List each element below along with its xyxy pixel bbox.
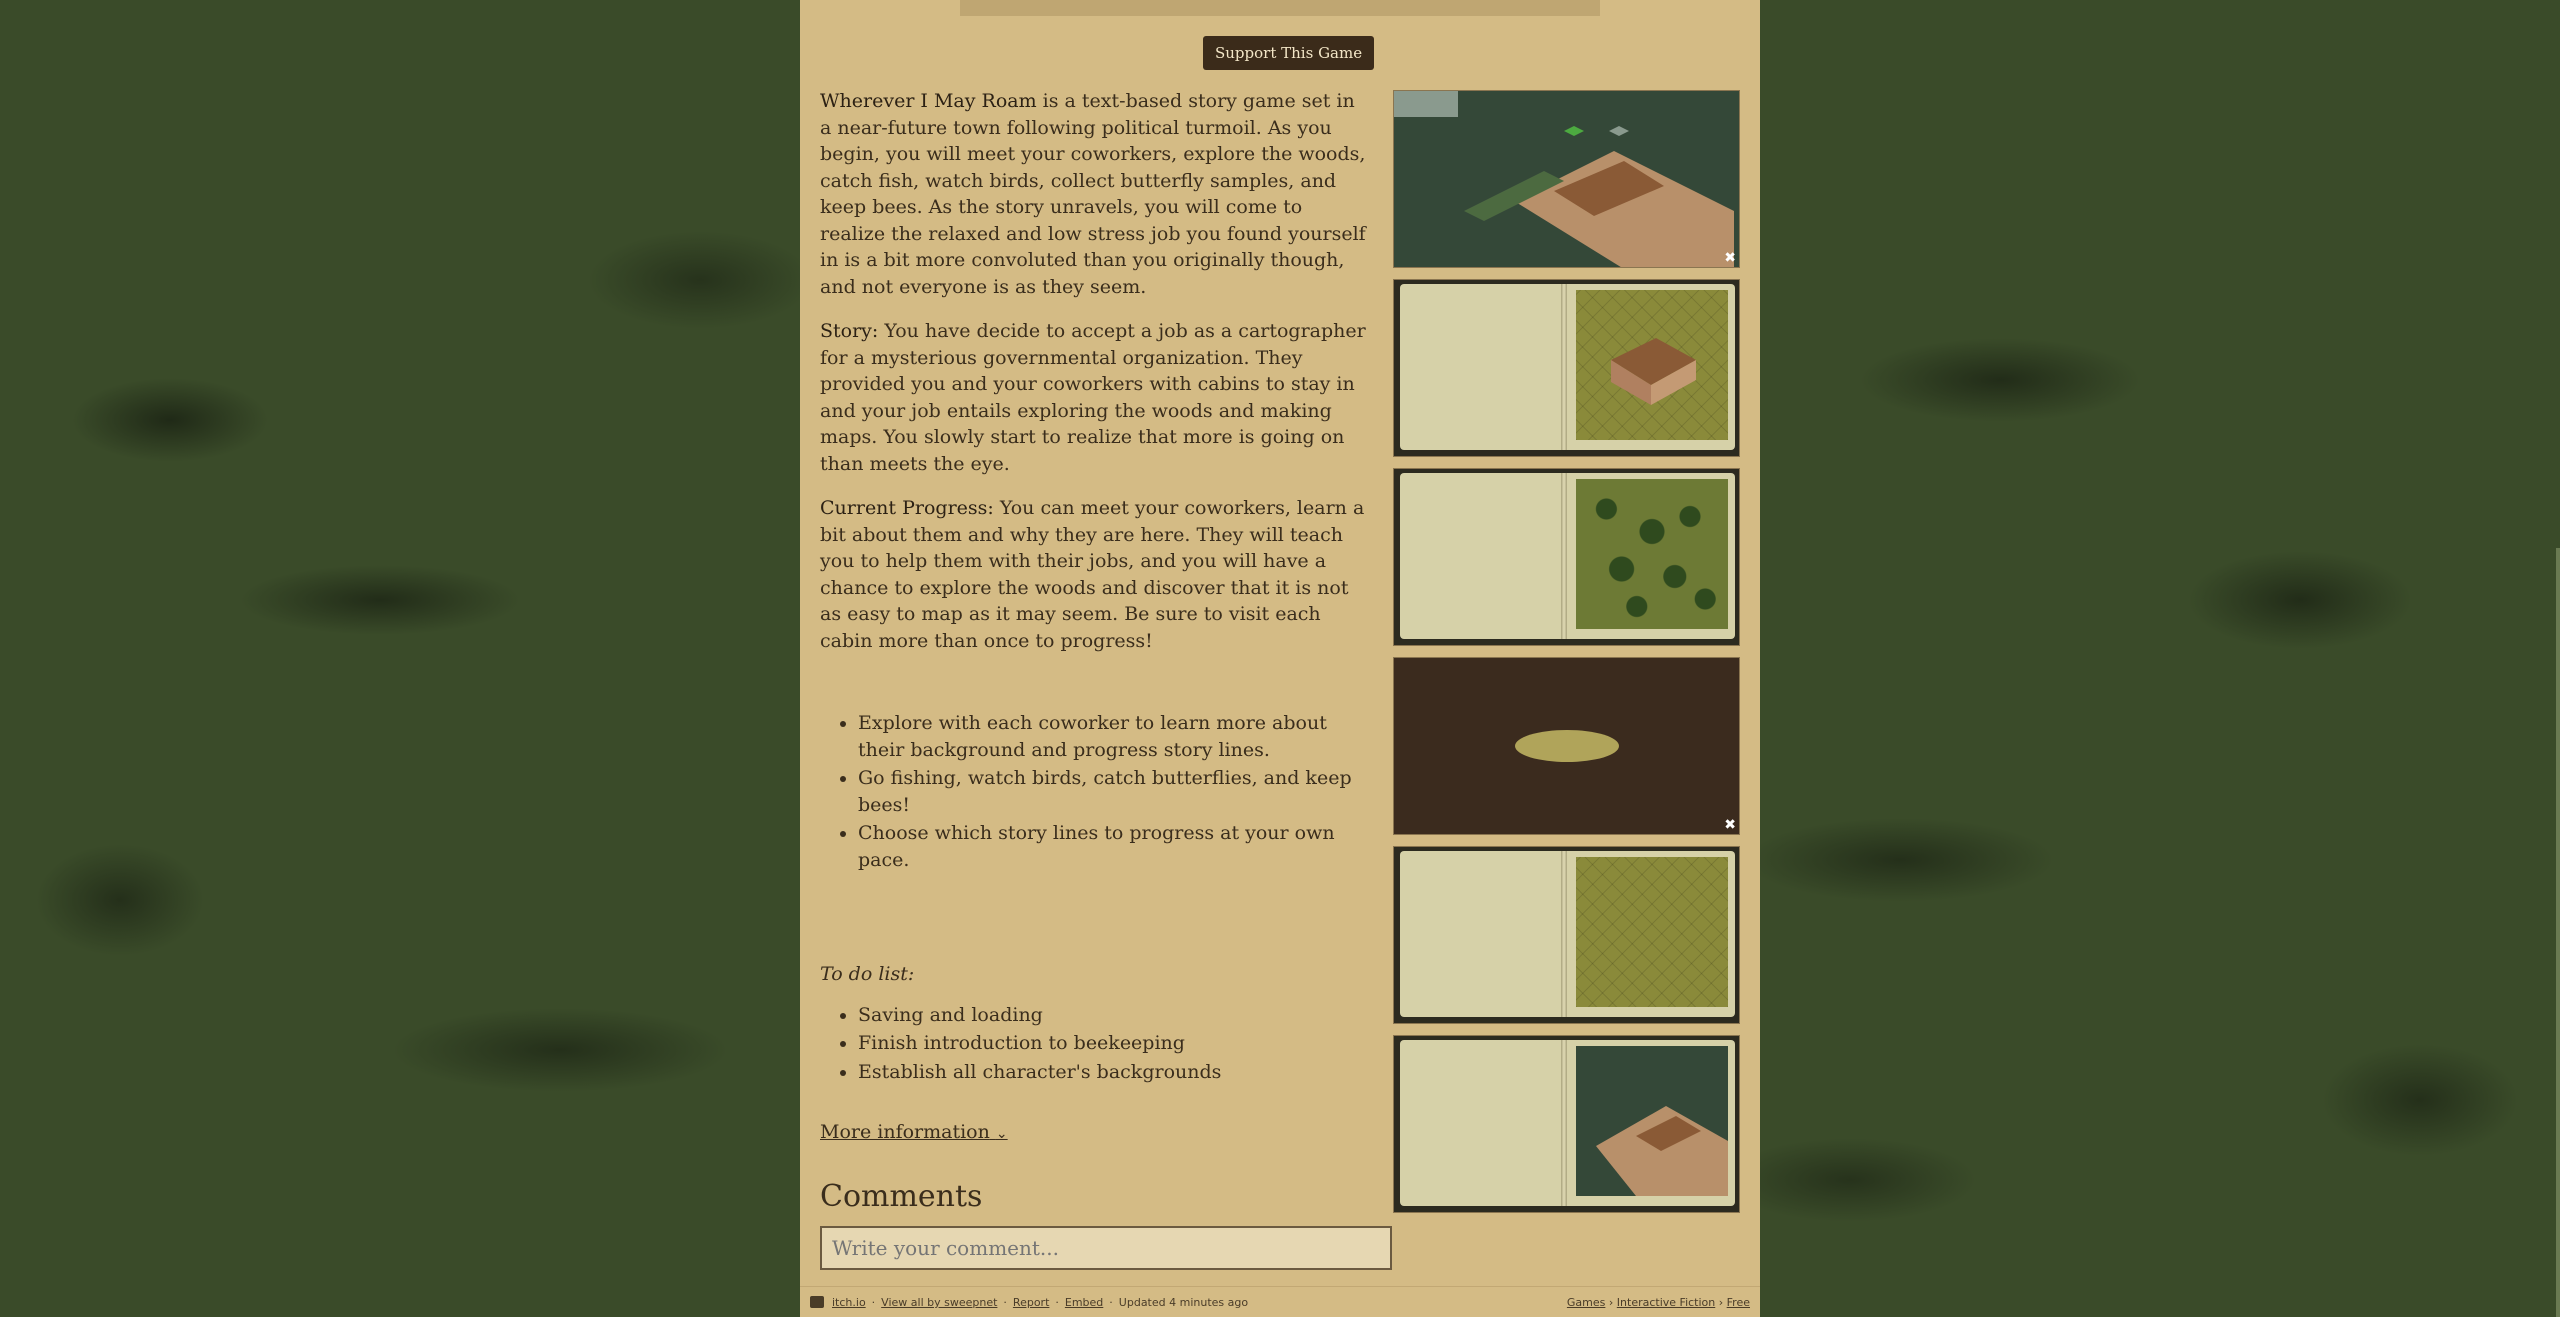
support-this-game-button[interactable]: Support This Game [1203,36,1374,70]
game-page-column [800,0,1760,1317]
list-item: • Explore with each coworker to learn more about their background and progress story lines. [858,710,1372,763]
book-left-page [1400,284,1564,450]
scrollbar[interactable] [2556,548,2560,1317]
story-label: Story: [820,320,879,342]
chevron-down-icon: ⌄ [995,1126,1008,1142]
screenshot-thumbnail[interactable] [1393,279,1740,457]
footer-separator: · [871,1296,876,1309]
more-information-link[interactable] [820,1119,1008,1148]
list-item: • Saving and loading [858,1002,1372,1029]
progress-text: You can meet your coworkers, learn a bit about them and why they are here. They will teach you to help them with their jobs, and you will have a chance to explore the woods and discover that it is not as easy to map as it may seem. Be sure to visit each cabin more than once to progress! [820,497,1365,652]
field-screenshot-image [1576,857,1728,1007]
comment-input[interactable] [820,1226,1392,1270]
screenshot-column [1393,90,1740,1224]
breadcrumb-interactive-fiction[interactable]: Interactive Fiction [1616,1296,1716,1309]
breadcrumb-free[interactable]: Free [1726,1296,1750,1309]
breadcrumb-games[interactable]: Games [1566,1296,1606,1309]
progress-label: Current Progress: [820,497,994,519]
map-book-screenshot-image [1576,1046,1728,1196]
progress-paragraph [820,495,1372,654]
breadcrumb-separator: › [1608,1296,1614,1309]
book-left-page [1400,851,1564,1017]
book-spine [1561,1040,1567,1206]
cabin-screenshot-image [1576,290,1728,440]
breadcrumb-separator: › [1718,1296,1724,1309]
game-description [820,88,1372,1270]
updated-timestamp: Updated 4 minutes ago [1118,1296,1249,1309]
book-spine [1561,851,1567,1017]
list-item: • Establish all character's backgrounds [858,1059,1372,1086]
cabin-illustration [1576,290,1728,440]
screenshot-thumbnail[interactable] [1393,657,1740,835]
embed-link[interactable]: Embed [1064,1296,1104,1309]
list-item: • Choose which story lines to progress at your own pace. [858,820,1372,873]
footer-separator: · [1055,1296,1059,1309]
map-illustration [1576,1046,1728,1196]
screenshot-thumbnail[interactable] [1393,1035,1740,1213]
story-text: You have decide to accept a job as a cartographer for a mysterious governmental organization. They provided you and your coworkers with cabins to stay in and your job entails exploring the woods and making maps. You slowly start to realize that more is going on than meets the eye. [820,320,1366,475]
breadcrumb [1567,1296,1750,1309]
book-spine [1561,473,1567,639]
page-footer [800,1286,1760,1317]
view-all-link[interactable]: View all by sweepnet [881,1296,998,1309]
screenshot-thumbnail[interactable] [1393,846,1740,1024]
story-paragraph [820,318,1372,477]
footer-left [810,1296,1248,1309]
book-left-page [1400,1040,1564,1206]
forest-screenshot-image [1576,479,1728,629]
screenshot-thumbnail[interactable] [1393,468,1740,646]
close-icon[interactable]: ✖ [1724,250,1736,266]
todo-title: To do list: [820,963,915,985]
report-link[interactable]: Report [1012,1296,1050,1309]
book-spine [1561,284,1567,450]
map-screenshot-image [1394,91,1740,268]
features-list [820,710,1372,873]
list-item: • Go fishing, watch birds, catch butterflies, and keep bees! [858,765,1372,818]
intro-paragraph [820,88,1372,300]
screenshot-thumbnail[interactable] [1393,90,1740,268]
book-left-page [1400,473,1564,639]
more-information-label: More information [820,1121,990,1143]
itch-io-link[interactable]: itch.io [832,1296,866,1309]
todo-list [820,1002,1372,1086]
game-title-inline: Wherever I May Roam [820,90,1037,112]
footer-separator: · [1003,1296,1007,1309]
fishing-screenshot-image [1394,658,1740,835]
intro-text: is a text-based story game set in a near-future town following political turmoil. As you begin, you will meet your coworkers, explore the woods, catch fish, watch birds, collect butterfly samples, and keep bees. As the story unravels, you will come to realize the relaxed and low stress job you found yourself in is a bit more convoluted than you originally though, and not everyone is as they seem. [820,90,1366,298]
close-icon[interactable]: ✖ [1724,817,1736,833]
comments-heading: Comments [820,1178,983,1214]
footer-separator: · [1109,1296,1113,1309]
list-item: • Finish introduction to beekeeping [858,1030,1372,1057]
itch-logo-icon [810,1296,824,1308]
top-banner [960,0,1600,16]
